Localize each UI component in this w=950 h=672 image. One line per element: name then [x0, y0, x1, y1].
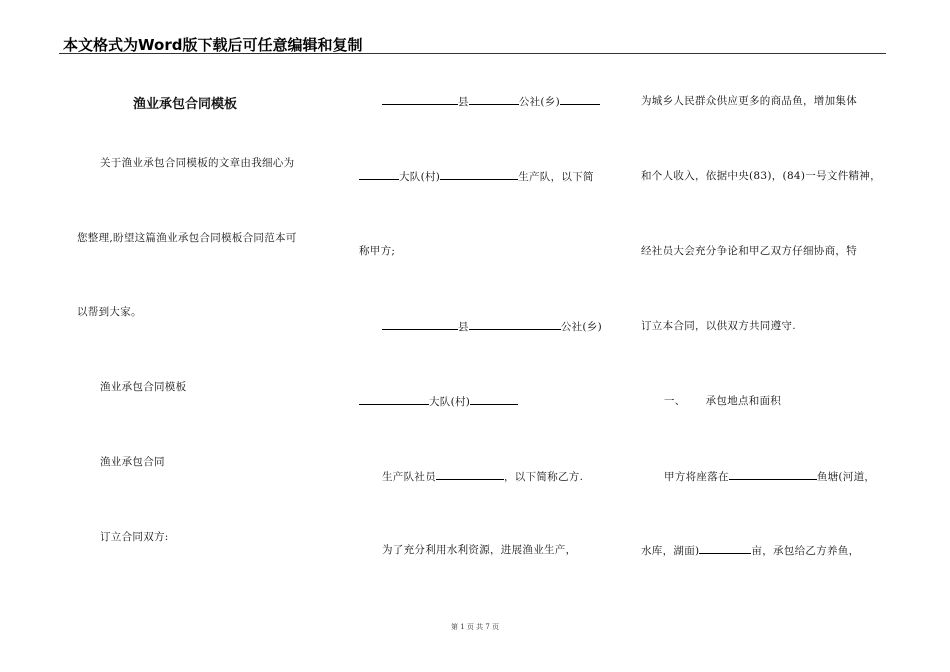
col1-line-6: 订立合同双方: — [100, 531, 169, 543]
col2-line-6 — [382, 468, 583, 484]
col2-line-5 — [359, 393, 518, 409]
area-prefix: 水库，湖面) — [641, 545, 700, 557]
blank-field — [729, 468, 817, 480]
blank-field — [382, 93, 458, 105]
section-title: 承包地点和面积 — [705, 395, 782, 407]
location-suffix: 鱼塘(河道， — [816, 471, 876, 483]
col1-line-3: 以帮到大家。 — [77, 306, 142, 318]
blank-field — [560, 93, 600, 105]
col2-line-3: 称甲方; — [359, 245, 396, 257]
team-label: 生产队，以下简 — [518, 171, 594, 183]
commune-label: 公社(乡) — [560, 321, 603, 333]
col2-line-1 — [382, 93, 600, 109]
page-number: 第 1 页 共 7 页 — [450, 623, 500, 631]
brigade-label: 大队(村) — [429, 396, 471, 408]
col3-line-7 — [641, 542, 859, 558]
blank-field — [470, 393, 518, 405]
county-label: 县 — [458, 321, 469, 333]
blank-field — [359, 168, 399, 180]
blank-field — [359, 393, 429, 405]
col3-line-1: 为城乡人民群众供应更多的商品鱼，增加集体 — [641, 95, 857, 107]
col3-line-6 — [664, 468, 875, 484]
section-heading-1 — [664, 393, 781, 408]
blank-field — [436, 468, 504, 480]
member-suffix: ，以下简称乙方. — [504, 471, 584, 483]
col2-line-7: 为了充分利用水利资源，进展渔业生产， — [382, 544, 577, 556]
blank-field — [382, 318, 458, 330]
brigade-label: 大队(村) — [399, 171, 441, 183]
col3-line-2: 和个人收入，依据中央(83)，(84)一号文件精神， — [641, 170, 881, 182]
col1-line-2: 您整理,盼望这篇渔业承包合同模板合同范本可 — [77, 232, 297, 244]
area-suffix: 亩，承包给乙方养鱼， — [751, 545, 860, 557]
col3-line-4: 订立本合同，以供双方共同遵守. — [641, 320, 796, 332]
col2-line-4 — [382, 318, 602, 334]
page-header-title: 本文格式为Word版下载后可任意编辑和复制 — [63, 36, 363, 54]
header-divider — [59, 53, 886, 54]
col2-line-2 — [359, 168, 594, 184]
document-title: 渔业承包合同模板 — [133, 97, 238, 112]
member-prefix: 生产队社员 — [382, 471, 436, 483]
blank-field — [469, 318, 561, 330]
section-number: 一、 — [664, 395, 686, 407]
county-label: 县 — [458, 96, 469, 108]
blank-field — [699, 542, 751, 554]
location-prefix: 甲方将座落在 — [664, 471, 729, 483]
blank-field — [469, 93, 519, 105]
commune-label: 公社(乡) — [518, 96, 561, 108]
col1-line-1: 关于渔业承包合同模板的文章由我细心为 — [100, 157, 295, 169]
col1-line-4: 渔业承包合同模板 — [100, 381, 187, 393]
col3-line-3: 经社员大会充分争论和甲乙双方仔细协商，特 — [641, 245, 857, 257]
blank-field — [440, 168, 518, 180]
col1-line-5: 渔业承包合同 — [100, 456, 165, 468]
